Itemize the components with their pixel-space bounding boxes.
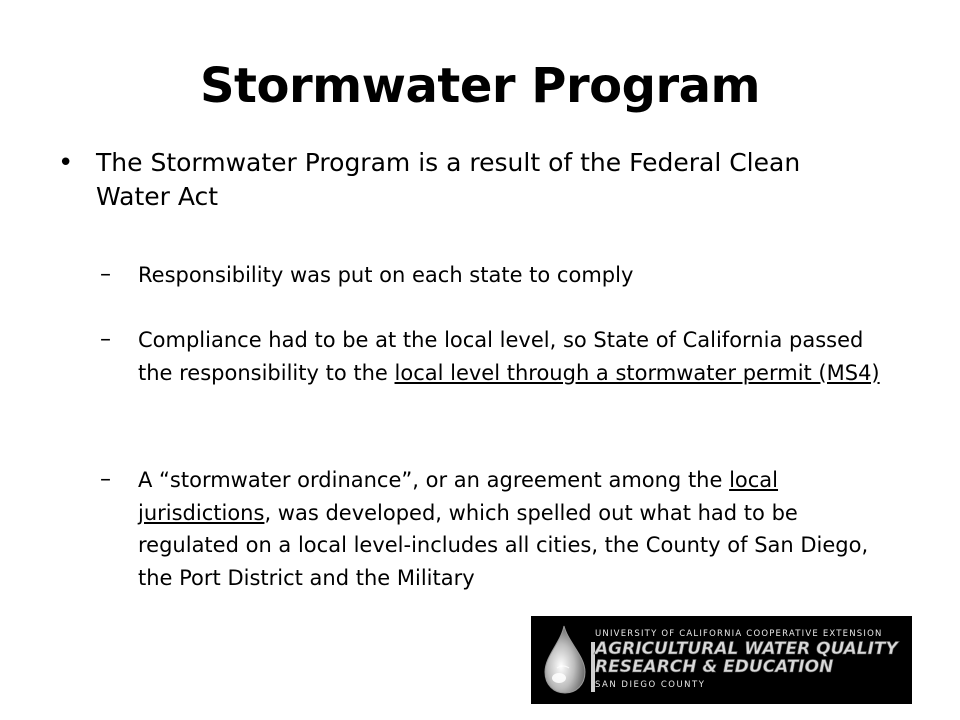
subbullet-text xyxy=(138,324,898,389)
subbullet-marker: – xyxy=(100,262,111,287)
logo-line-program: AGRICULTURAL WATER QUALITY xyxy=(595,639,898,659)
underlined-text: local level through a stormwater permit (MS4) xyxy=(394,360,880,385)
subbullet-text xyxy=(138,259,898,292)
subbullet-marker: – xyxy=(100,327,111,352)
subbullet-text-before: Compliance had to be at the local level, so State of California passed the responsibility to the xyxy=(138,328,864,385)
bullet-text: The Stormwater Program is a result of the Federal Clean Water Act xyxy=(96,148,801,211)
logo-line-county: SAN DIEGO COUNTY xyxy=(595,680,706,690)
subbullet-marker: – xyxy=(100,467,111,492)
logo-line-university: UNIVERSITY OF CALIFORNIA COOPERATIVE EXTENSION xyxy=(595,629,883,639)
subbullet-text-before: A “stormwater ordinance”, or an agreement among the xyxy=(138,468,730,492)
subbullet-text-plain: Responsibility was put on each state to comply xyxy=(138,263,634,287)
subbullet-text-after: , was developed, which spelled out what had to be regulated on a local level-includes all cities, the County of San Diego, the Port District and the Military xyxy=(138,500,869,590)
slide-title: Stormwater Program xyxy=(199,58,761,114)
subbullet-text xyxy=(138,464,898,594)
underlined-text: local jurisdictions xyxy=(138,468,779,525)
bullet-marker: • xyxy=(58,148,74,178)
ucce-logo xyxy=(531,616,912,704)
logo-line-research: RESEARCH & EDUCATION xyxy=(595,657,834,677)
